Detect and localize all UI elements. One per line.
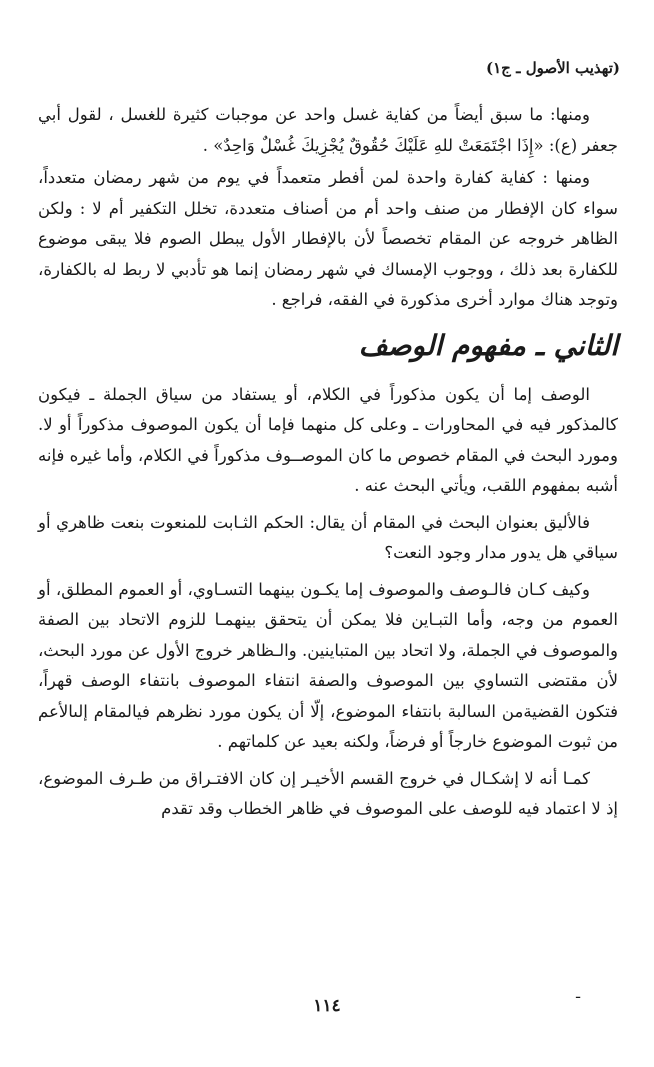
running-header: (تهذيب الأصول ـ ج١) bbox=[486, 59, 620, 77]
paragraph-kaffara: ومنها : كفاية كفارة واحدة لمن أفطر متعمداً في يوم من شهر رمضان متعدداً، سواء كان الإفطار من صنف واحد أم من أصناف متعددة، تخلل التكفير أم لا : ولكن الظاهر خروجه عن المقام تخصصاً لأن بالإفطار الأول يبطل الصوم فلا يبقى موضوع للكفارة بعد ذلك ، ووجوب الإمساك في شهر رمضان إنما هو تأدبي لا ربط له بالكفارة، وتوجد هناك موارد أخرى مذكورة في الفقه، فراجع . bbox=[38, 168, 618, 309]
body-text bbox=[38, 100, 618, 831]
page-number: ١١٤ bbox=[313, 996, 341, 1016]
continuation-mark: ـ bbox=[576, 986, 581, 1002]
section-title: الثاني ـ مفهوم الوصف bbox=[358, 328, 618, 362]
paragraph-gusl: ومنها: ما سبق أيضاً من كفاية غسل واحد عن موجبات كثيرة للغسل ، لقول أبي جعفر (ع): «إِذَا اجْتَمَعَتْ للهِ عَلَيْكَ حُقُوقٌ يُجْزِيكَ غُسْلٌ وَاحِدٌ» . bbox=[38, 105, 618, 155]
paragraph-last-section: كمـا أنه لا إشكـال في خروج القسم الأخيـر إن كان الافتـراق من طـرف الموضوع، إذ لا اعتماد فيه للوصف على الموصوف في ظاهر الخطاب وقد تقدم bbox=[38, 768, 618, 818]
paragraph-relations: وكيف كـان فالـوصف والموصوف إما يكـون بينهما التسـاوي، أو العموم المطلق، أو العموم من وجه، وأما التبـاين فلا يمكن أن يتحقق بينهمـا للزوم الاتحاد بين الصفة والموصوف في الجملة، ولا اتحاد بين المتباينين. والـظاهر خروج الأول عن مورد البحث، لأن مقتضى التساوي بين الموصوف والصفة انتفاء الموصوف بانتفاء الوصف قهراً، فتكون القضيةمن السالبة بانتفاء الموضوع، إلّا أن يكون مورد نظرهم فيالمقام إلىالأعم من ثبوت الموضوع خارجاً أو فرضاً، ولكنه بعيد عن كلماتهم . bbox=[37, 579, 618, 751]
paragraph-wasf-definition: الوصف إما أن يكون مذكوراً في الكلام، أو يستفاد من سياق الجملة ـ فيكون كالمذكور فيه في المحاورات ـ وعلى كل منهما فإما أن يكون الموصوف مذكوراً أو لا. ومورد البحث في المقام خصوص ما كان الموصــوف مذكوراً في الكلام، وأما غيره فإنه أشبه بمفهوم اللقب، ويأتي البحث عنه . bbox=[38, 384, 618, 495]
paragraph-research-title: فالأليق بعنوان البحث في المقام أن يقال: الحكم الثـابت للمنعوت بنعت ظاهري أو سياقي هل يدور مدار وجود النعت؟ bbox=[38, 512, 618, 562]
